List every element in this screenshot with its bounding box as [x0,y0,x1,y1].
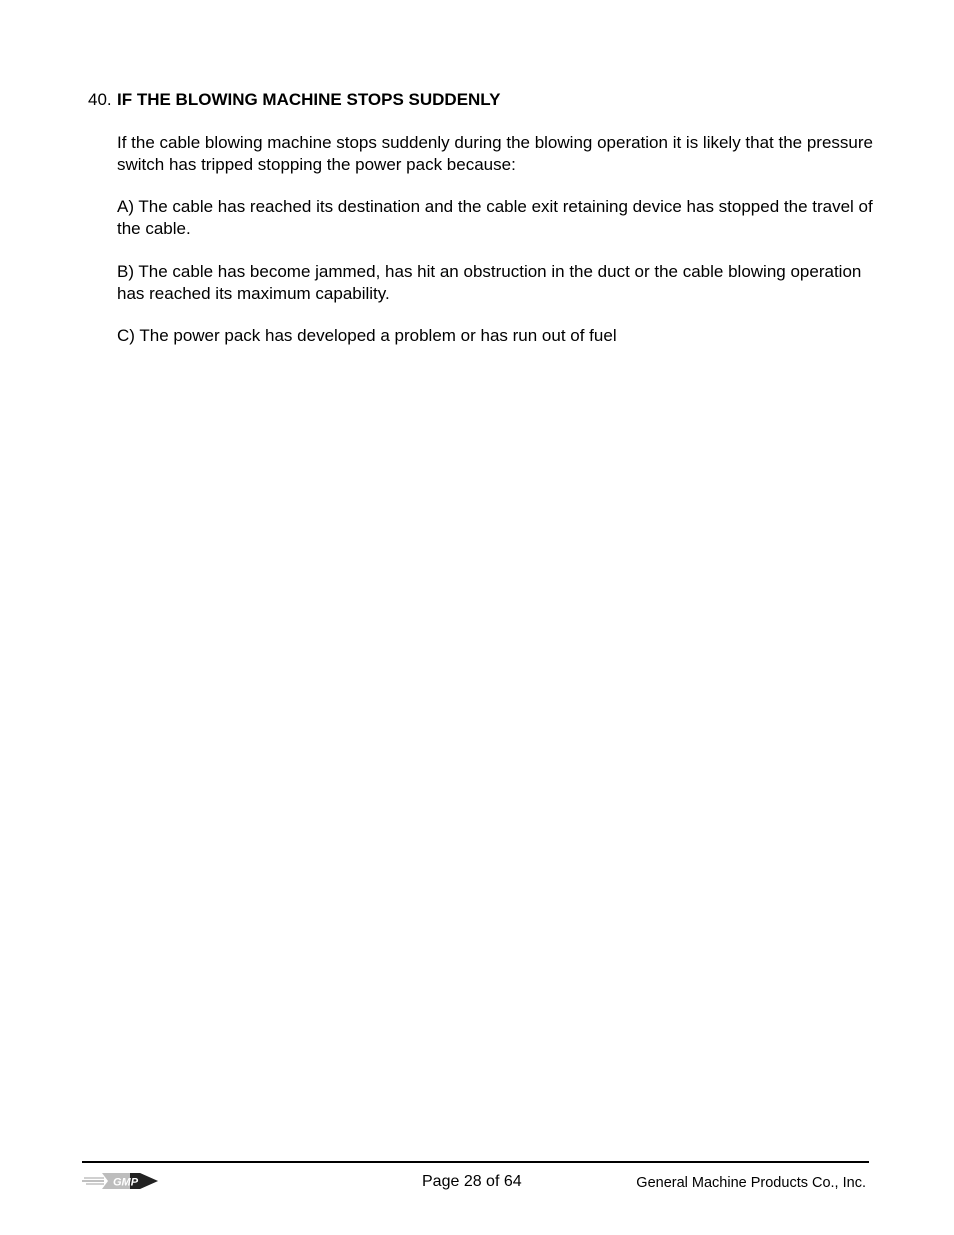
reason-b-paragraph: B) The cable has become jammed, has hit an obstruction in the duct or the cable blowing operation has reached its maximum capability. [117,262,862,303]
section-heading [88,89,500,110]
reason-c-paragraph: C) The power pack has developed a problem or has run out of fuel [117,326,617,345]
company-name: General Machine Products Co., Inc. [636,1175,866,1191]
footer-divider [82,1161,869,1163]
intro-paragraph: If the cable blowing machine stops suddenly during the blowing operation it is likely that the pressure switch has tripped stopping the power pack because: [117,133,873,174]
gmp-logo-text: GMP [113,1176,139,1189]
gmp-logo-icon [82,1170,160,1192]
section-title: IF THE BLOWING MACHINE STOPS SUDDENLY [117,90,501,109]
section-number: 40. [88,90,112,109]
reason-a-paragraph: A) The cable has reached its destination and the cable exit retaining device has stopped the travel of the cable. [117,197,873,238]
page-number: Page 28 of 64 [422,1173,522,1190]
